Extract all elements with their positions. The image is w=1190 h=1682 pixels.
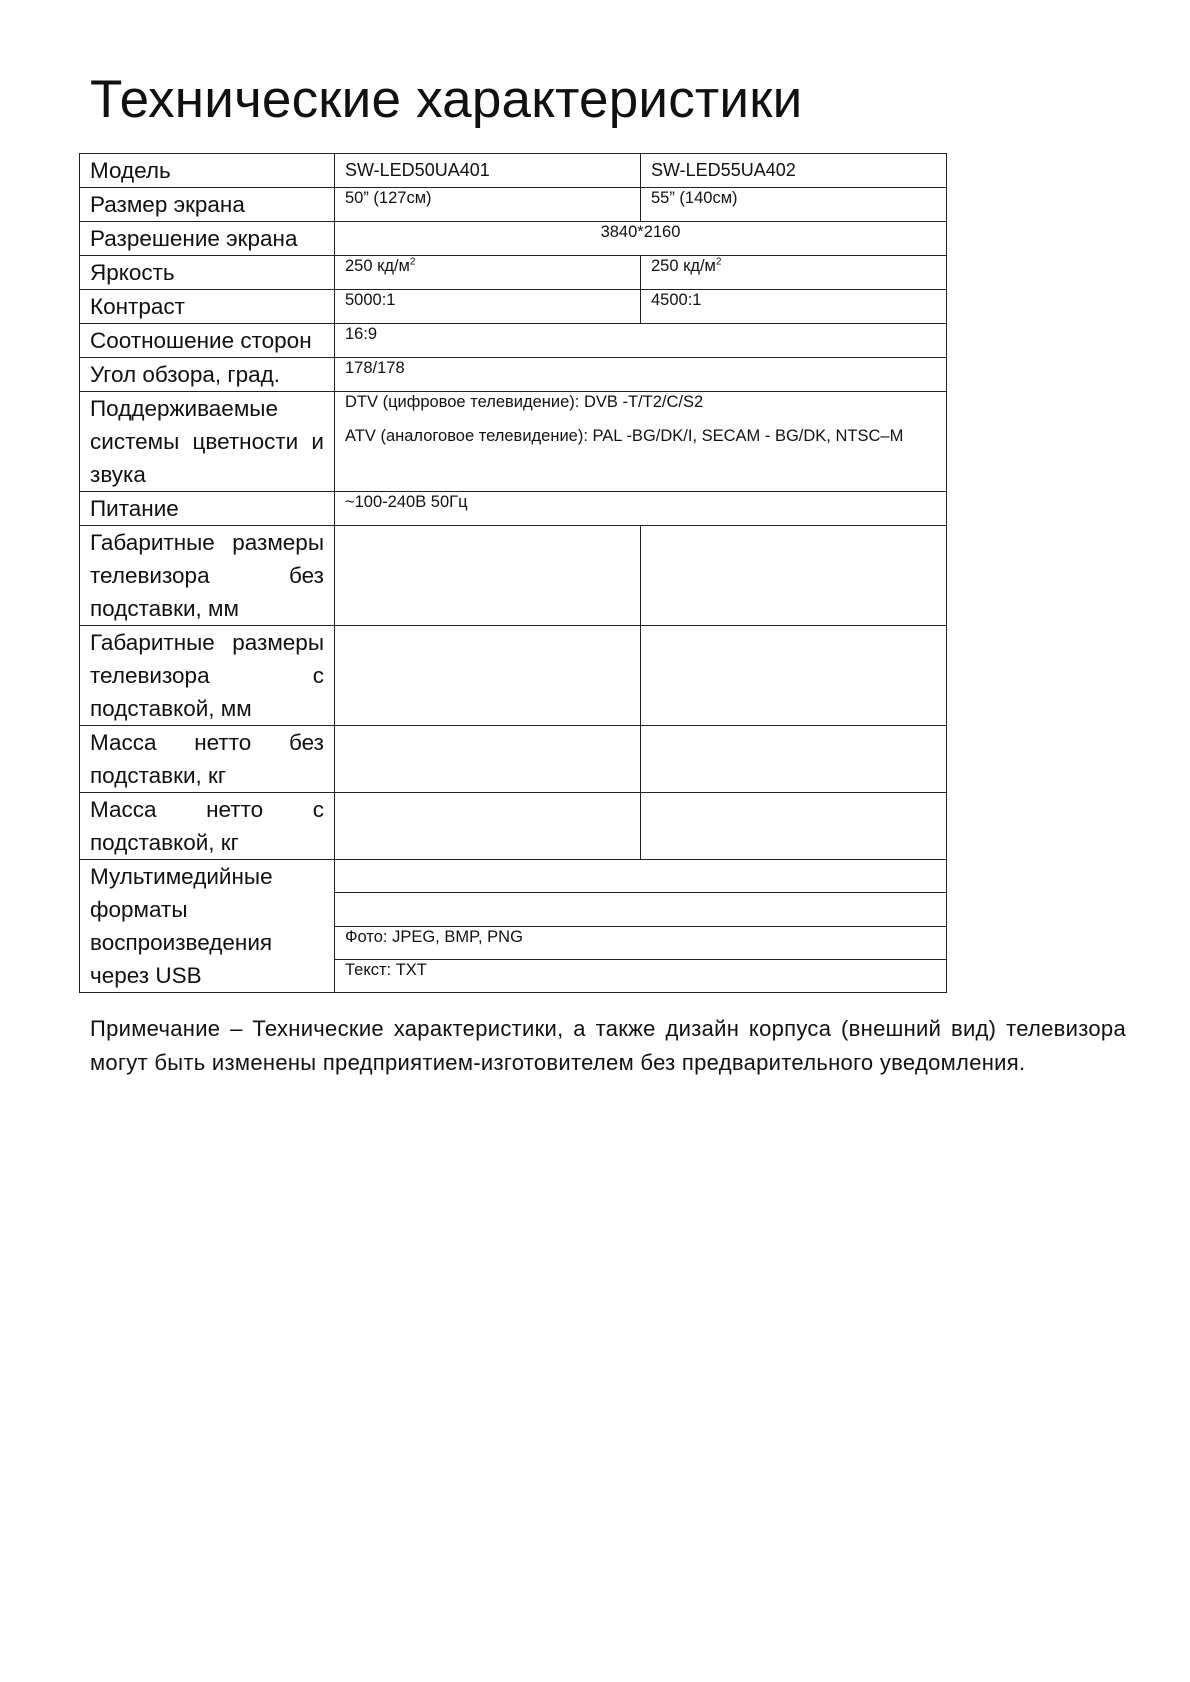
row-label-weight-without-stand: Масса нетто без подставки, кг [80,726,335,793]
table-row-model [80,154,947,188]
table-row-dims-without-stand [80,526,947,626]
table-row-aspect-ratio [80,324,947,358]
dims-with-stand-2-value [641,626,947,726]
weight-without-stand-1-value [335,726,641,793]
row-label-model: Модель [80,154,335,188]
contrast-1-value: 5000:1 [335,290,641,324]
table-row-weight-without-stand [80,726,947,793]
row-label-multimedia: Мультимедийные форматы воспроизведения через USB [80,860,335,993]
table-row-weight-with-stand [80,793,947,860]
model-1-value: SW-LED50UA401 [335,154,641,188]
brightness-1-cell [335,256,641,290]
brightness-2-cell [641,256,947,290]
contrast-2-value: 4500:1 [641,290,947,324]
brightness-2-value: 250 кд/м [651,257,716,275]
brightness-1-value: 250 кд/м [345,257,410,275]
viewing-angle-value: 178/178 [335,358,947,392]
row-label-aspect-ratio: Соотношение сторон [80,324,335,358]
text-label: Текст: [345,960,392,979]
atv-line: ATV (аналоговое телевидение): PAL -BG/DK/I, SECAM - BG/DK, NTSC–M [345,427,904,445]
dtv-line: DTV (цифровое телевидение): DVB -T/T2/C/S2 [345,393,704,411]
table-row-resolution [80,222,947,256]
brightness-1-unit-sup: 2 [409,256,416,268]
screen-size-2-value: 55” (140см) [641,188,947,222]
row-label-dims-with-stand: Габаритные размеры телевизора с подставкой, мм [80,626,335,726]
dims-without-stand-2-value [641,526,947,626]
multimedia-format-2-cell [335,893,947,926]
table-row-power [80,492,947,526]
row-label-resolution: Разрешение экрана [80,222,335,256]
spec-table [79,153,947,993]
resolution-value: 3840*2160 [335,222,947,256]
table-row-dims-with-stand [80,626,947,726]
row-label-color-systems: Поддерживаемые системы цветности и звука [80,392,335,492]
row-label-contrast: Контраст [80,290,335,324]
dims-without-stand-1-value [335,526,641,626]
table-row-screen-size [80,188,947,222]
screen-size-1-value: 50” (127см) [335,188,641,222]
table-row-brightness [80,256,947,290]
text-formats: TXT [391,960,427,979]
row-label-screen-size: Размер экрана [80,188,335,222]
table-row-color-systems [80,392,947,492]
note-paragraph: Примечание – Технические характеристики, а также дизайн корпуса (внешний вид) телевизора могут быть изменены предприятием-изготовителем без предварительного уведомления. [90,1016,1126,1075]
brightness-2-unit-sup: 2 [715,256,722,268]
dims-with-stand-1-value [335,626,641,726]
photo-formats: JPEG, BMP, PNG [387,927,523,946]
multimedia-photo-cell [335,926,947,959]
color-systems-cell [335,392,947,492]
photo-label: Фото: [345,927,388,946]
weight-with-stand-1-value [335,793,641,860]
row-label-dims-without-stand: Габаритные размеры телевизора без подставки, мм [80,526,335,626]
row-label-viewing-angle: Угол обзора, град. [80,358,335,392]
table-row-contrast [80,290,947,324]
power-value: ~100-240В 50Гц [335,492,947,526]
row-label-power: Питание [80,492,335,526]
model-2-value: SW-LED55UA402 [641,154,947,188]
row-label-weight-with-stand: Масса нетто с подставкой, кг [80,793,335,860]
weight-with-stand-2-value [641,793,947,860]
aspect-ratio-value: 16:9 [335,324,947,358]
page-title: Технические характеристики [90,70,803,129]
table-row-multimedia [80,860,947,893]
multimedia-format-1-cell [335,860,947,893]
weight-without-stand-2-value [641,726,947,793]
table-row-viewing-angle [80,358,947,392]
row-label-brightness: Яркость [80,256,335,290]
multimedia-text-cell [335,959,947,992]
